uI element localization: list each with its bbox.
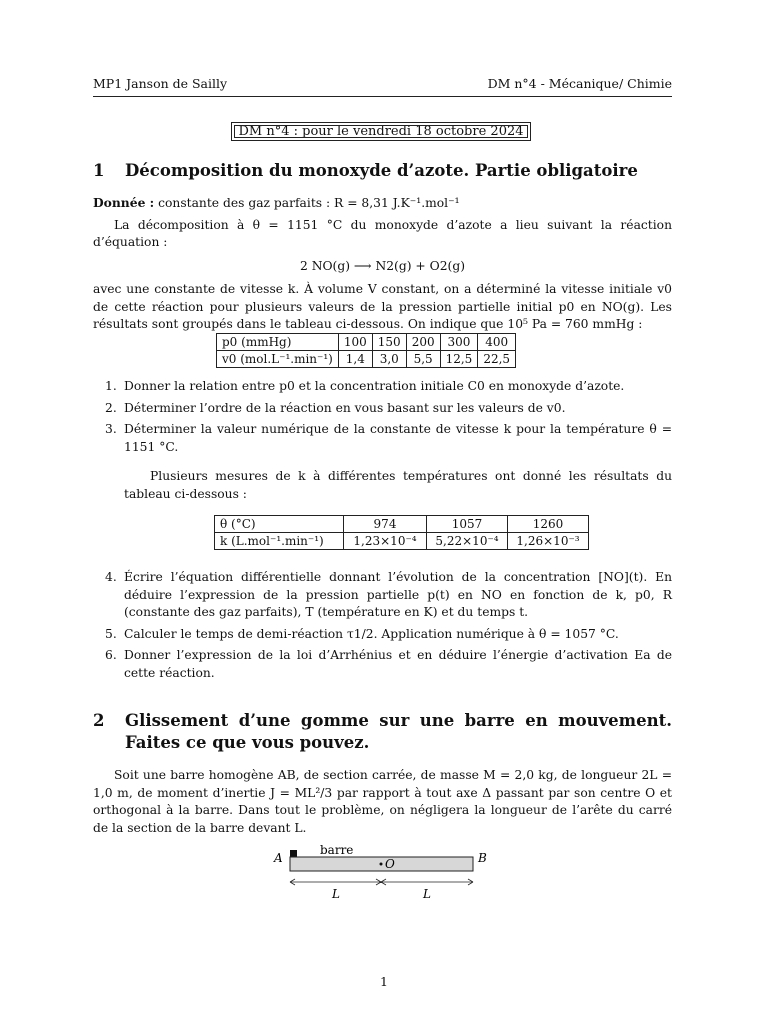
dm-title: DM n°4 : pour le vendredi 18 octobre 2024 xyxy=(238,124,524,139)
figure-label-l2: L xyxy=(423,887,431,901)
questions-1-3 xyxy=(93,378,672,503)
question-text: Écrire l’équation différentielle donnant l’évolution de la concentration [NO](t). En déduire l’expression de la pression partielle p(t) en NO en fonction de k, p0, R (constante des gaz parfaits), T (température en K) et du temps t. xyxy=(124,570,672,619)
section2-title: Glissement d’une gomme sur une barre en mouvement. Faites ce que vous pouvez. xyxy=(125,711,672,752)
question-text: Déterminer l’ordre de la réaction en vous basant sur les valeurs de v0. xyxy=(124,400,566,415)
table-cell: 5,5 xyxy=(406,351,440,368)
section2-heading xyxy=(93,710,672,754)
table-cell: k (L.mol⁻¹.min⁻¹) xyxy=(215,533,344,550)
table-cell: 22,5 xyxy=(478,351,516,368)
table-cell: 974 xyxy=(344,516,427,533)
dm-title-box xyxy=(231,122,531,141)
page-header xyxy=(93,76,672,91)
donnee-text: constante des gaz parfaits : R = 8,31 J.K⁻¹.mol⁻¹ xyxy=(154,196,460,210)
table-row xyxy=(217,351,516,368)
table-cell: 1,4 xyxy=(338,351,372,368)
table-cell: 200 xyxy=(406,334,440,351)
table-cell: θ (°C) xyxy=(215,516,344,533)
table-pressure-rate xyxy=(216,333,516,368)
table-cell: p0 (mmHg) xyxy=(217,334,339,351)
table-cell: 100 xyxy=(338,334,372,351)
table-cell: 1260 xyxy=(508,516,589,533)
section1-heading xyxy=(93,160,672,182)
table-cell: v0 (mol.L⁻¹.min⁻¹) xyxy=(217,351,339,368)
figure-label-barre: barre xyxy=(320,843,354,857)
header-right: DM n°4 - Mécanique/ Chimie xyxy=(487,76,672,91)
question-text: Donner l’expression de la loi d’Arrhénius et en déduire l’énergie d’activation Ea de cette réaction. xyxy=(124,648,672,680)
bar-figure xyxy=(268,838,500,902)
donnee-label: Donnée : xyxy=(93,195,155,210)
paragraph-2: avec une constante de vitesse k. À volume V constant, on a déterminé la vitesse initiale v0 de cette réaction pour plusieurs valeurs de la pression partielle initial p0 en NO(g). Les résultats sont groupés dans le tableau ci-dessous. On indique que 10⁵ Pa = 760 mmHg : xyxy=(93,282,672,331)
table-cell: 150 xyxy=(372,334,406,351)
intro-paragraph: La décomposition à θ = 1151 °C du monoxyde d’azote a lieu suivant la réaction d’équation : xyxy=(93,217,672,249)
table-cell: 1,26×10⁻³ xyxy=(508,533,589,550)
question-2: 2. Déterminer l’ordre de la réaction en vous basant sur les valeurs de v0. xyxy=(105,400,566,415)
question-4: 4. Écrire l’équation différentielle donnant l’évolution de la concentration [NO](t). En déduire l’expression de la pression partielle p(t) en NO en fonction de k, p0, R (constante des gaz parfaits), T (température en K) et du temps t. xyxy=(105,570,672,619)
page-number: 1 xyxy=(380,974,388,989)
section1-title: Décomposition du monoxyde d’azote. Partie obligatoire xyxy=(125,161,638,180)
question-1: 1. Donner la relation entre p0 et la concentration initiale C0 en monoxyde d’azote. xyxy=(105,379,625,393)
figure-label-l1: L xyxy=(332,887,340,901)
questions-4-6 xyxy=(93,569,672,686)
reaction-equation: 2 NO(g) ⟶ N2(g) + O2(g) xyxy=(299,258,466,273)
header-left: MP1 Janson de Sailly xyxy=(93,76,228,91)
paragraph-3: Plusieurs mesures de k à différentes températures ont donné les résultats du tableau ci-dessous : xyxy=(124,469,672,501)
question-6: 6. Donner l’expression de la loi d’Arrhénius et en déduire l’énergie d’activation Ea de cette réaction. xyxy=(105,648,672,680)
table-cell: 5,22×10⁻⁴ xyxy=(427,533,508,550)
section1-number: 1 xyxy=(93,161,105,180)
table-cell: 12,5 xyxy=(440,351,478,368)
table-cell: 1057 xyxy=(427,516,508,533)
question-text: Donner la relation entre p0 et la concentration initiale C0 en monoxyde d’azote. xyxy=(124,379,625,393)
section1-body xyxy=(93,194,672,334)
table-row xyxy=(215,516,589,533)
figure-label-b: B xyxy=(478,851,487,865)
question-text: Calculer le temps de demi-réaction τ1/2. Application numérique à θ = 1057 °C. xyxy=(124,626,619,641)
header-rule xyxy=(93,96,672,97)
donnee xyxy=(93,194,672,213)
table-row xyxy=(215,533,589,550)
question-text: Déterminer la valeur numérique de la constante de vitesse k pour la température θ = 1151 °C. xyxy=(124,422,672,454)
question-5: 5. Calculer le temps de demi-réaction τ1/2. Application numérique à θ = 1057 °C. xyxy=(105,626,619,641)
table-cell: 400 xyxy=(478,334,516,351)
figure-label-o: O xyxy=(385,857,395,871)
center-point xyxy=(380,863,383,866)
section2-number: 2 xyxy=(93,711,105,730)
section2-body xyxy=(93,767,672,837)
eraser-square xyxy=(290,850,297,857)
table-cell: 3,0 xyxy=(372,351,406,368)
table-row xyxy=(217,334,516,351)
table-cell: 1,23×10⁻⁴ xyxy=(344,533,427,550)
question-3: 3. Déterminer la valeur numérique de la constante de vitesse k pour la température θ = 1151 °C. xyxy=(105,422,672,454)
section2-paragraph: Soit une barre homogène AB, de section carrée, de masse M = 2,0 kg, de longueur 2L = 1,0 m, de moment d’inertie J = ML²/3 par rapport à tout axe Δ passant par son centre O et orthogonal à la barre. Dans tout le problème, on négligera la longueur de l’arête du carré de la section de la barre devant L. xyxy=(93,768,672,835)
table-cell: 300 xyxy=(440,334,478,351)
table-temperature-k xyxy=(214,515,589,550)
figure-label-a: A xyxy=(274,851,283,865)
